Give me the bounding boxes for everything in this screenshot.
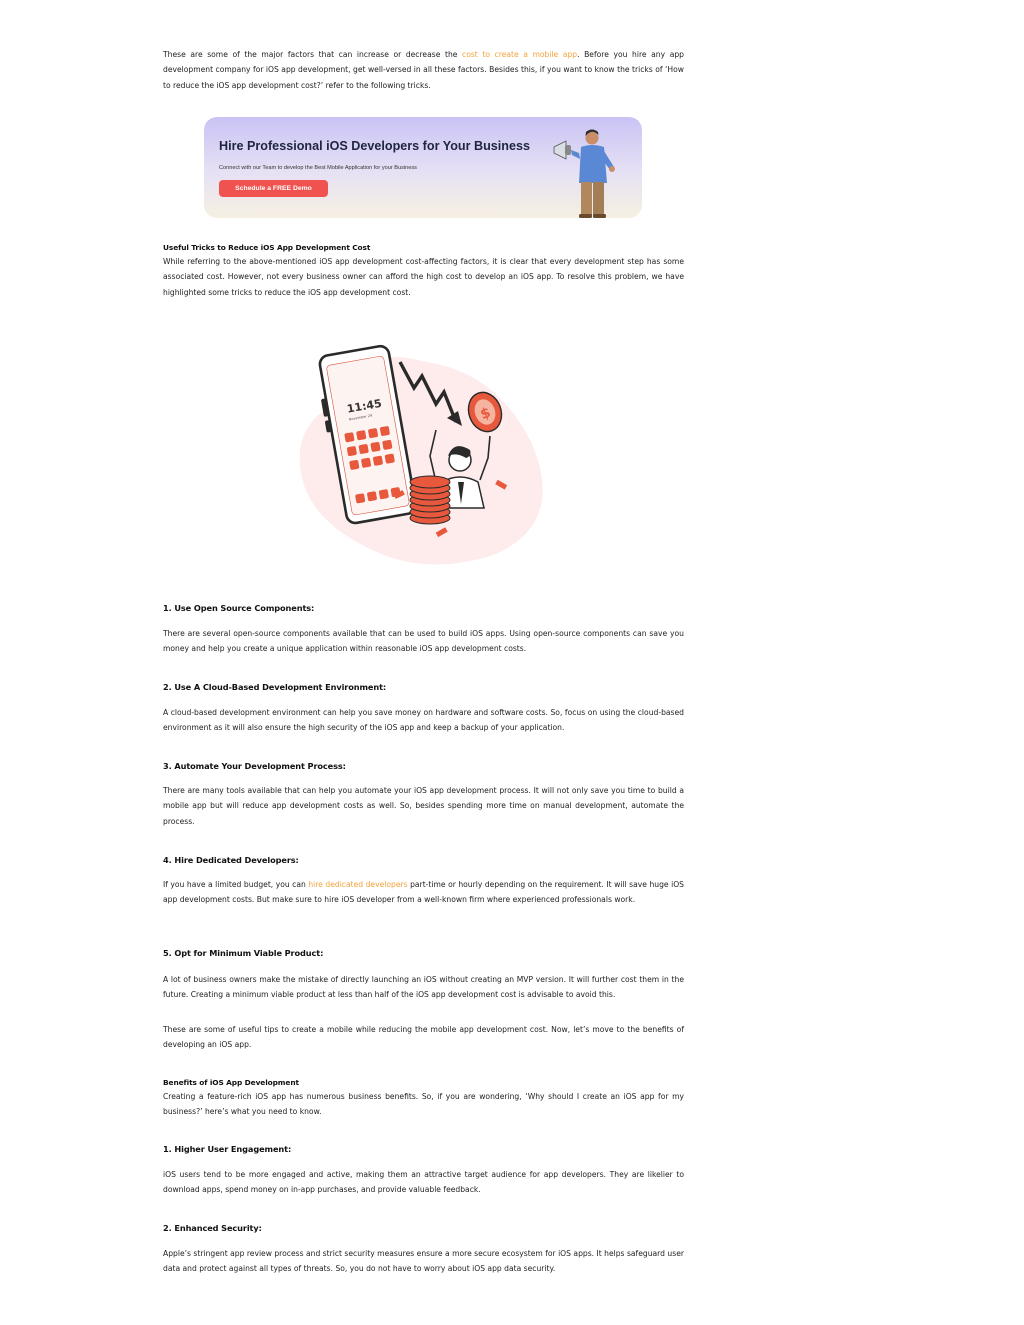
banner-title: Hire Professional iOS Developers for Your Business [219, 139, 530, 153]
megaphone-man-icon [552, 125, 632, 218]
intro-paragraph: These are some of the major factors that can increase or decrease the cost to create a mobile app. Before you hire any app development company for iOS app development, get well-versed in all these factors. Besides this, if you want to know the tricks of ‘How to reduce the iOS app development cost?’ refer to the following tricks. [163, 50, 684, 90]
banner-subtitle: Connect with our Team to develop the Best Mobile Application for your Business [219, 165, 417, 171]
cost-to-create-app-link[interactable]: cost to create a mobile app [462, 50, 578, 59]
tricks-intro: While referring to the above-mentioned iOS app development cost-affecting factors, it is clear that every development step has some associated cost. However, not every business owner can afford the high cost to develop an iOS app. To resolve this problem, we have highlighted some tricks to reduce the iOS app development cost. [163, 257, 684, 297]
trick-5-title: 5. Opt for Minimum Viable Product: [163, 948, 324, 958]
phone-date: November 29 [348, 413, 373, 422]
tricks-closing: These are some of useful tips to create a mobile while reducing the mobile app development cost. Now, let’s move to the benefits of developing an iOS app. [163, 1025, 684, 1050]
trick-4-text: If you have a limited budget, you can hire dedicated developers part-time or hourly depending on the requirement. It will save huge iOS app development costs. But make sure to hire iOS developer from a well-known firm where experienced professionals work. [163, 880, 684, 905]
cost-reduction-illustration [296, 332, 552, 568]
tricks-heading: Useful Tricks to Reduce iOS App Development Cost [163, 243, 371, 252]
phone-time: 11:45 [345, 396, 383, 416]
trick-1-text: There are several open-source components available that can be used to build iOS apps. Using open-source components can save you money and help you create a unique application within reasonable iOS app development costs. [163, 629, 684, 654]
hire-developers-banner[interactable] [204, 117, 642, 218]
trick-5-text: A lot of business owners make the mistake of directly launching an iOS without creating an MVP version. It will further cost them in the future. Creating a minimum viable product at less than half of the iOS app development cost is advisable to avoid this. [163, 975, 684, 1000]
trick-2-title: 2. Use A Cloud-Based Development Environment: [163, 682, 387, 692]
trick-3-text: There are many tools available that can help you automate your iOS app development process. It will not only save you time to build a mobile app but will reduce app development costs as well. So, besides spending more time on manual development, automate the process. [163, 786, 684, 826]
benefit-1-text: iOS users tend to be more engaged and active, making them an attractive target audience for app developers. They are likelier to download apps, spend money on in-app purchases, and provide valuable feedback. [163, 1170, 684, 1195]
benefit-2-title: 2. Enhanced Security: [163, 1223, 262, 1233]
hire-dedicated-developers-link[interactable]: hire dedicated developers [308, 880, 408, 889]
benefits-intro: Creating a feature-rich iOS app has numerous business benefits. So, if you are wondering, ‘Why should I create an iOS app for my business?’ here’s what you need to know. [163, 1092, 684, 1117]
trick-1-title: 1. Use Open Source Components: [163, 603, 315, 613]
trick-4-title: 4. Hire Dedicated Developers: [163, 855, 299, 865]
svg-text:$: $ [478, 404, 493, 424]
trick-2-text: A cloud-based development environment can help you save money on hardware and software costs. So, focus on using the cloud-based environment as it will also ensure the high security of the iOS app and keep a backup of your application. [163, 708, 684, 733]
schedule-demo-button[interactable]: Schedule a FREE Demo [219, 180, 328, 197]
benefits-heading: Benefits of iOS App Development [163, 1078, 299, 1087]
trick-3-title: 3. Automate Your Development Process: [163, 761, 346, 771]
benefit-2-text: Apple’s stringent app review process and strict security measures ensure a more secure ecosystem for iOS apps. It helps safeguard user data and protect against all types of threats. So, you do not have to worry about iOS app data security. [163, 1249, 684, 1274]
benefit-1-title: 1. Higher User Engagement: [163, 1144, 292, 1154]
